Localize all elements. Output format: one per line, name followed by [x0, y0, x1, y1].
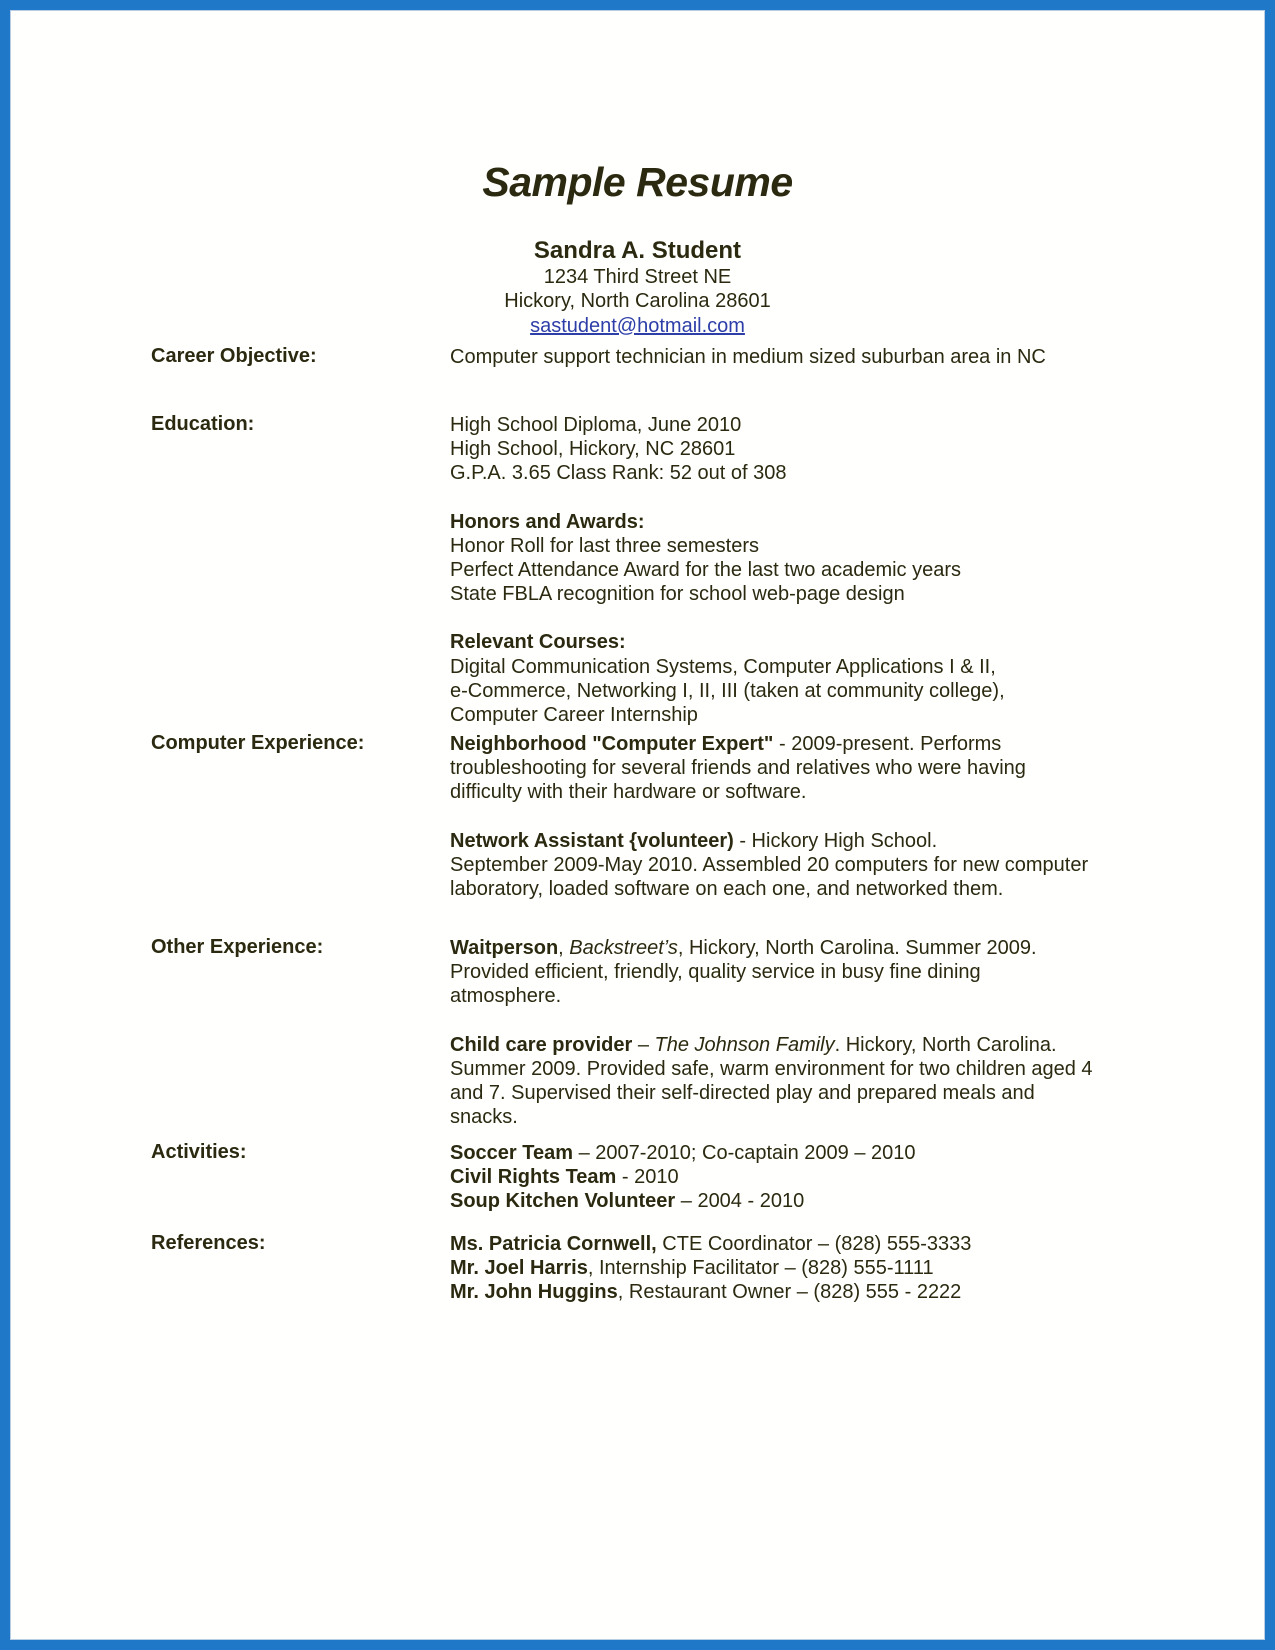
experience-line: snacks. [450, 1106, 518, 1129]
references-section [450, 1232, 1150, 1305]
title-separator: , [558, 937, 570, 959]
honor-item: Honor Roll for last three semesters [450, 534, 760, 557]
career-objective-label: Career Objective: [151, 345, 317, 367]
honors-heading: Honors and Awards: [450, 510, 645, 533]
employer-name: Backstreet’s [569, 937, 678, 959]
activity-detail: – 2004 - 2010 [675, 1190, 805, 1213]
experience-summary: . Hickory, North Carolina. [834, 1033, 1057, 1056]
reference-detail: CTE Coordinator – (828) 555-3333 [656, 1233, 972, 1255]
street-address: 1234 Third Street NE [543, 266, 732, 288]
activities-label: Activities: [151, 1141, 247, 1163]
honor-item: Perfect Attendance Award for the last two academic years [450, 559, 962, 582]
experience-line: troubleshooting for several friends and relatives who were having [450, 757, 1026, 780]
other-experience-label: Other Experience: [151, 936, 324, 958]
career-objective-line: Computer support technician in medium sized suburban area in NC [450, 346, 1046, 368]
experience-line: Provided efficient, friendly, quality service in busy fine dining [450, 961, 981, 984]
resume-page [10, 10, 1265, 1640]
experience-line: difficulty with their hardware or software. [450, 781, 807, 804]
experience-entry [450, 829, 1150, 902]
contact-block [11, 237, 1264, 338]
reference-item [450, 1232, 1150, 1256]
activity-title: Soccer Team [450, 1142, 574, 1164]
applicant-name: Sandra A. Student [533, 237, 742, 264]
experience-line: and 7. Supervised their self-directed play and prepared meals and [450, 1082, 1035, 1105]
experience-summary: - Hickory High School. [733, 829, 938, 852]
honor-item: State FBLA recognition for school web-page design [450, 583, 905, 606]
activity-item [450, 1141, 1150, 1165]
experience-entry [450, 1033, 1150, 1130]
experience-title: Waitperson [450, 937, 559, 959]
education-details [450, 413, 1150, 486]
courses-block [450, 630, 1150, 727]
activity-item [450, 1165, 1150, 1189]
reference-name: Mr. John Huggins [450, 1281, 618, 1304]
education-line: High School, Hickory, NC 28601 [450, 438, 736, 461]
references-label: References: [151, 1232, 266, 1254]
activity-detail: – 2007-2010; Co-captain 2009 – 2010 [573, 1142, 916, 1164]
education-section [450, 413, 1150, 751]
career-objective-text [450, 345, 1150, 369]
other-experience-section [450, 936, 1150, 1153]
experience-title: Network Assistant {volunteer) [450, 829, 734, 852]
activity-item [450, 1189, 1150, 1213]
education-line: High School Diploma, June 2010 [450, 414, 742, 436]
reference-item [450, 1256, 1150, 1280]
reference-detail: , Restaurant Owner – (828) 555 - 2222 [617, 1281, 962, 1304]
experience-line: Summer 2009. Provided safe, warm environment for two children aged 4 [450, 1057, 1093, 1080]
experience-line: laboratory, loaded software on each one, and networked them. [450, 878, 1004, 901]
activity-detail: - 2010 [616, 1166, 679, 1189]
reference-item [450, 1280, 1150, 1304]
activity-title: Civil Rights Team [450, 1166, 617, 1189]
education-label: Education: [151, 413, 255, 435]
education-line: G.P.A. 3.65 Class Rank: 52 out of 308 [450, 462, 787, 485]
courses-heading: Relevant Courses: [450, 631, 626, 654]
employer-name: The Johnson Family [654, 1033, 835, 1056]
experience-summary: , Hickory, North Carolina. Summer 2009. [677, 937, 1037, 959]
document-title: Sample Resume [482, 159, 793, 205]
title-separator: – [632, 1033, 655, 1056]
experience-title: Child care provider [450, 1033, 633, 1056]
reference-detail: , Internship Facilitator – (828) 555-1111 [587, 1257, 934, 1280]
activity-title: Soup Kitchen Volunteer [450, 1190, 676, 1213]
course-line: e-Commerce, Networking I, II, III (taken at community college), [450, 679, 1005, 702]
activities-section [450, 1141, 1150, 1214]
course-line: Computer Career Internship [450, 704, 698, 727]
city-address: Hickory, North Carolina 28601 [504, 290, 771, 313]
computer-experience-label: Computer Experience: [151, 732, 365, 754]
email-link[interactable]: sastudent@hotmail.com [530, 314, 745, 337]
experience-line: atmosphere. [450, 985, 562, 1008]
honors-block [450, 510, 1150, 607]
experience-entry [450, 732, 1150, 805]
reference-name: Mr. Joel Harris [450, 1257, 588, 1280]
experience-line: September 2009-May 2010. Assembled 20 computers for new computer [450, 853, 1089, 876]
course-line: Digital Communication Systems, Computer Applications I & II, [450, 655, 996, 678]
computer-experience-section [450, 732, 1150, 925]
experience-title: Neighborhood "Computer Expert" [450, 733, 774, 755]
experience-summary: - 2009-present. Performs [773, 733, 1002, 755]
reference-name: Ms. Patricia Cornwell, [450, 1233, 657, 1255]
experience-entry [450, 936, 1150, 1009]
